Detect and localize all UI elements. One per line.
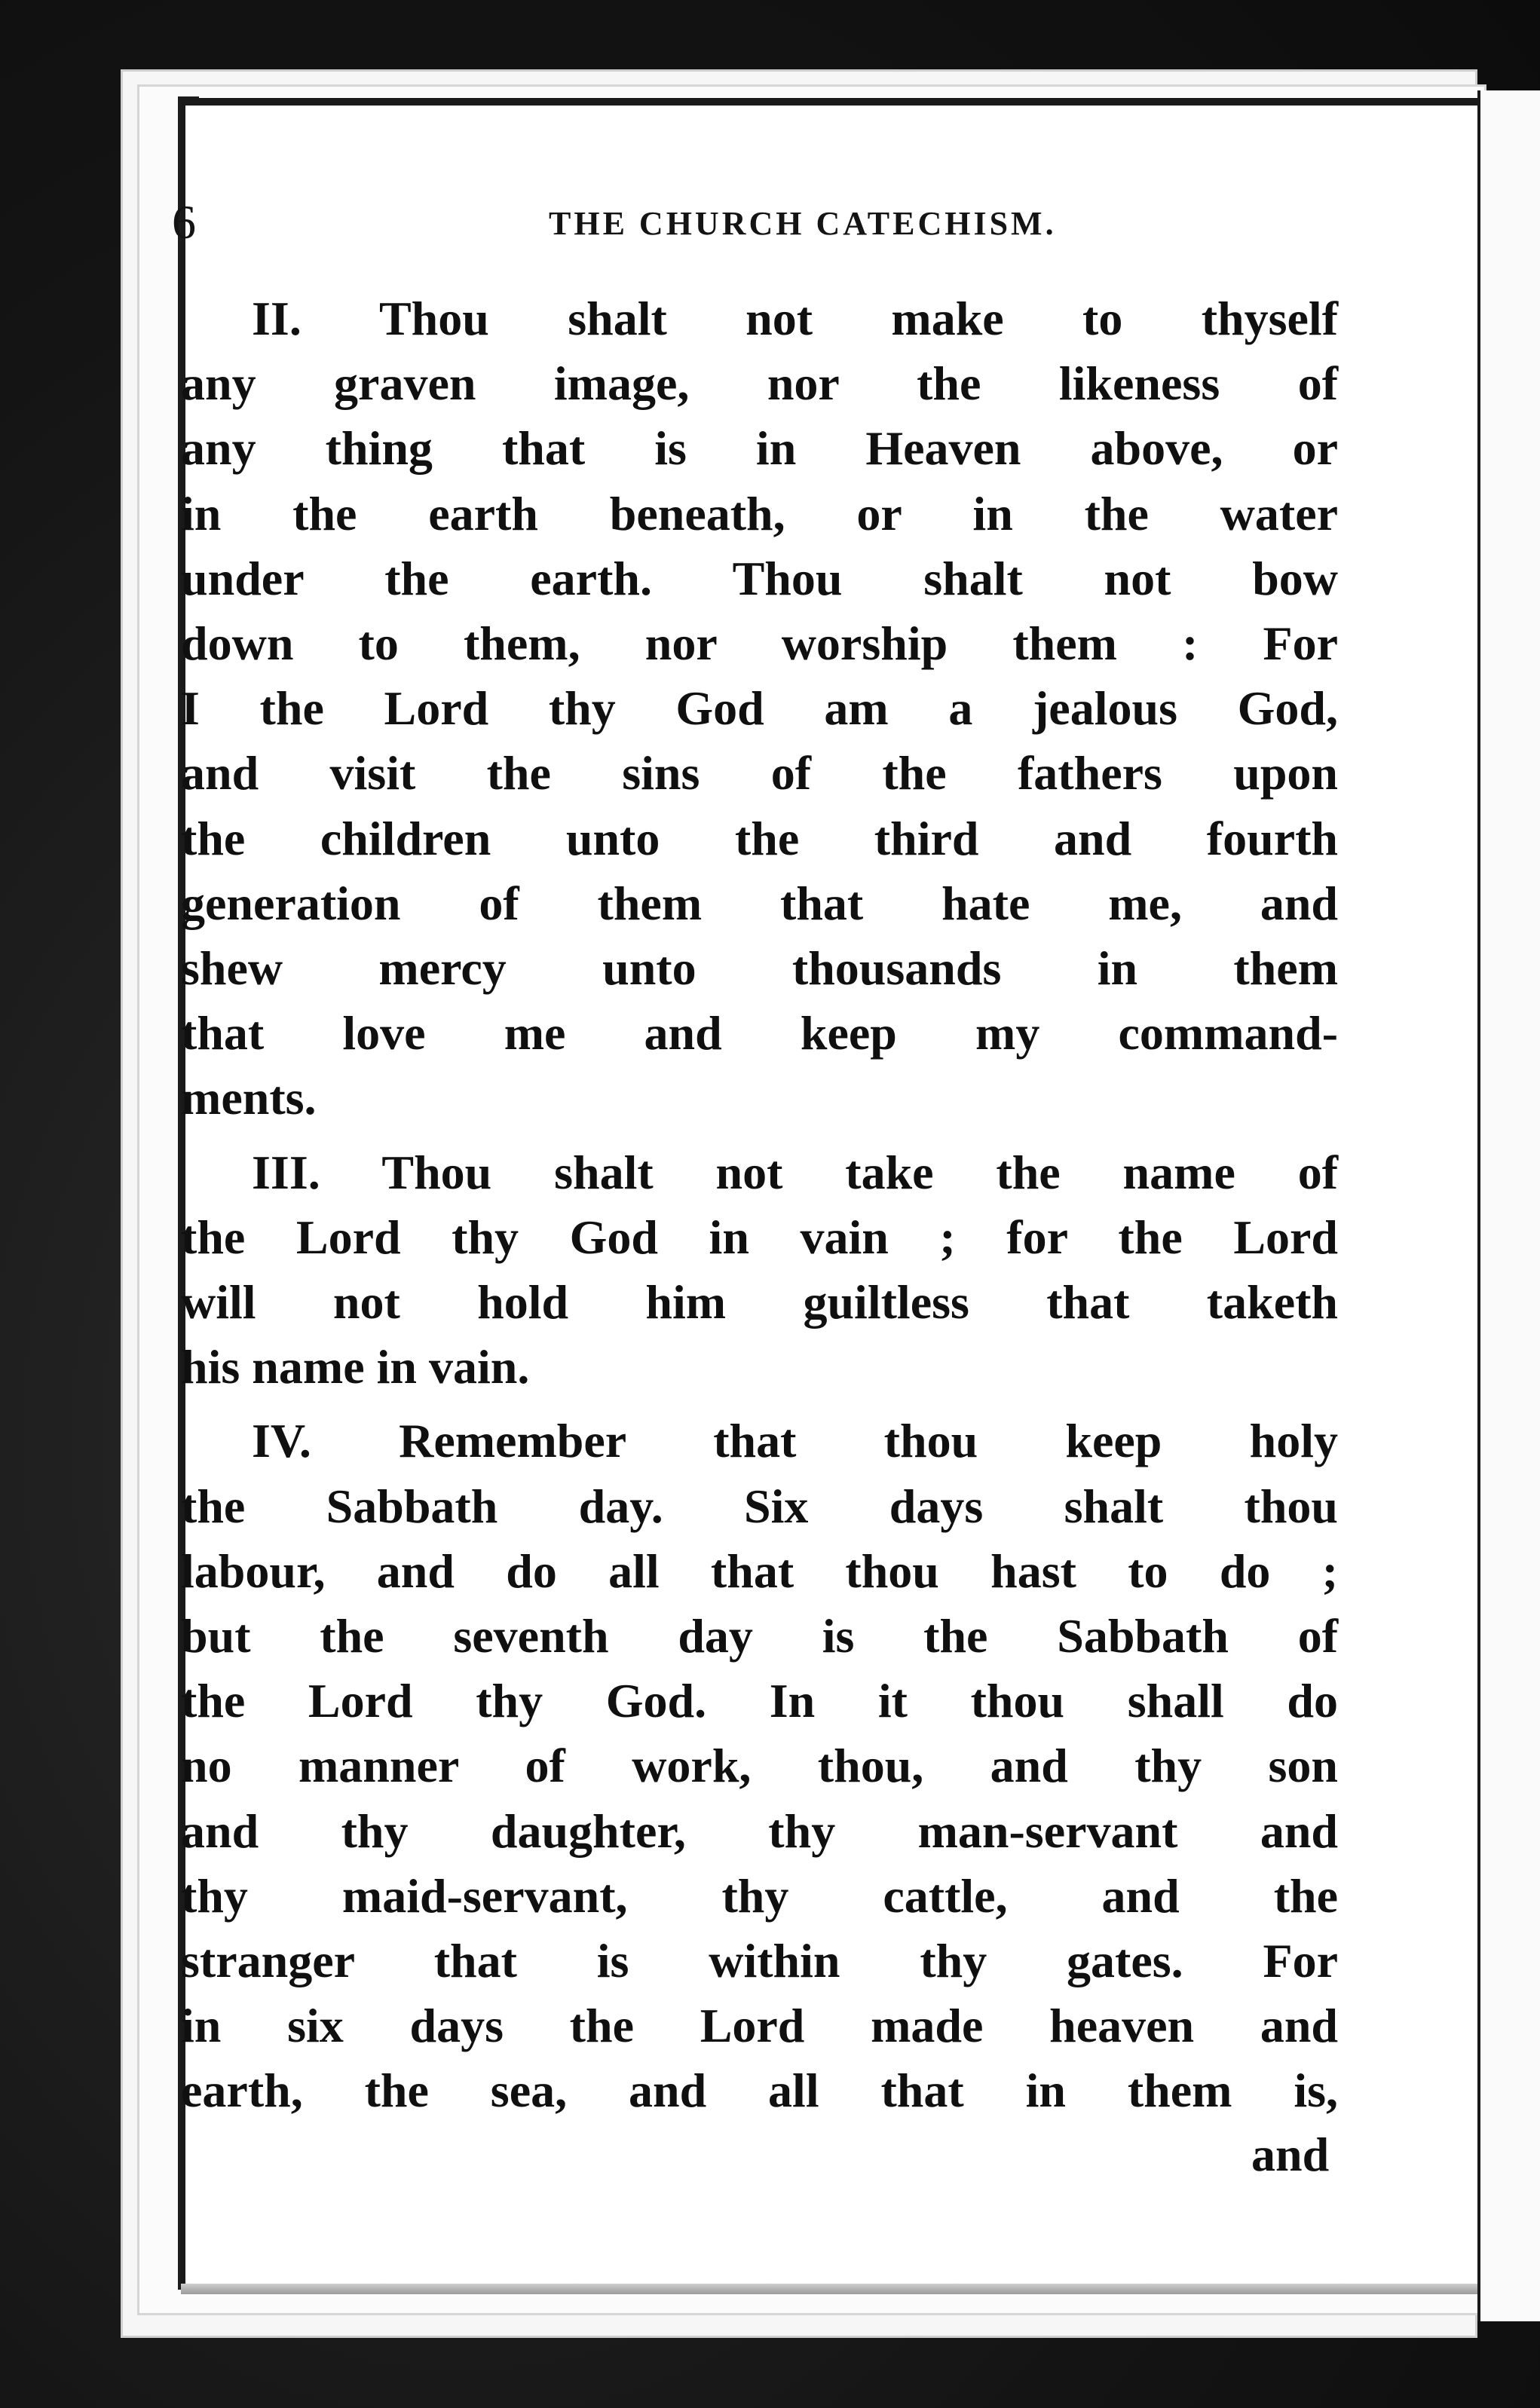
text-line: that love me and keep my command- — [181, 1006, 1338, 1060]
text-line: but the seventh day is the Sabbath of — [181, 1609, 1338, 1663]
page-number: 6 — [172, 195, 196, 249]
text-line: in six days the Lord made heaven and — [181, 1999, 1338, 2053]
text-line: generation of them that hate me, and — [181, 876, 1338, 930]
body-text — [181, 286, 1338, 2133]
text-line: the Lord thy God in vain ; for the Lord — [181, 1210, 1338, 1264]
text-line: II. Thou shalt not make to thyself — [252, 292, 1338, 345]
text-line: stranger that is within thy gates. For — [181, 1934, 1338, 1988]
text-line: earth, the sea, and all that in them is, — [181, 2064, 1338, 2118]
adjacent-page-edge — [1477, 90, 1540, 2321]
text-line: no manner of work, thou, and thy son — [181, 1739, 1338, 1793]
paragraph-commandment-2 — [181, 286, 1338, 1131]
paragraph-commandment-3 — [181, 1140, 1338, 1400]
text-line: his name in vain. — [181, 1340, 530, 1394]
text-line: any graven image, nor the likeness of — [181, 356, 1338, 411]
text-line: under the earth. Thou shalt not bow — [181, 551, 1338, 605]
text-line: the Sabbath day. Six days shalt thou — [181, 1479, 1338, 1533]
text-line: any thing that is in Heaven above, or — [181, 421, 1338, 476]
text-line: down to them, nor worship them : For — [181, 617, 1338, 671]
text-line: will not hold him guiltless that taketh — [181, 1275, 1338, 1329]
text-line: ments. — [181, 1071, 317, 1125]
paragraph-commandment-4 — [181, 1409, 1338, 2123]
catchword: and — [1251, 2128, 1330, 2181]
text-line: shew mercy unto thousands in them — [181, 941, 1338, 996]
page-bottom-edge — [181, 2284, 1477, 2294]
text-line: and visit the sins of the fathers upon — [181, 746, 1338, 800]
text-line: IV. Remember that thou keep holy — [252, 1414, 1338, 1468]
text-line: the Lord thy God. In it thou shall do — [181, 1674, 1338, 1728]
running-title: THE CHURCH CATECHISM. — [549, 205, 1057, 242]
text-line: I the Lord thy God am a jealous God, — [181, 681, 1338, 736]
text-line: the children unto the third and fourth — [181, 811, 1338, 865]
text-line: and thy daughter, thy man-servant and — [181, 1804, 1338, 1858]
text-line: III. Thou shalt not take the name of — [252, 1145, 1338, 1199]
text-line: in the earth beneath, or in the water — [181, 486, 1338, 540]
running-head — [172, 188, 1152, 256]
text-line: labour, and do all that thou hast to do ; — [181, 1544, 1338, 1598]
text-line: thy maid-servant, thy cattle, and the — [181, 1868, 1338, 1923]
